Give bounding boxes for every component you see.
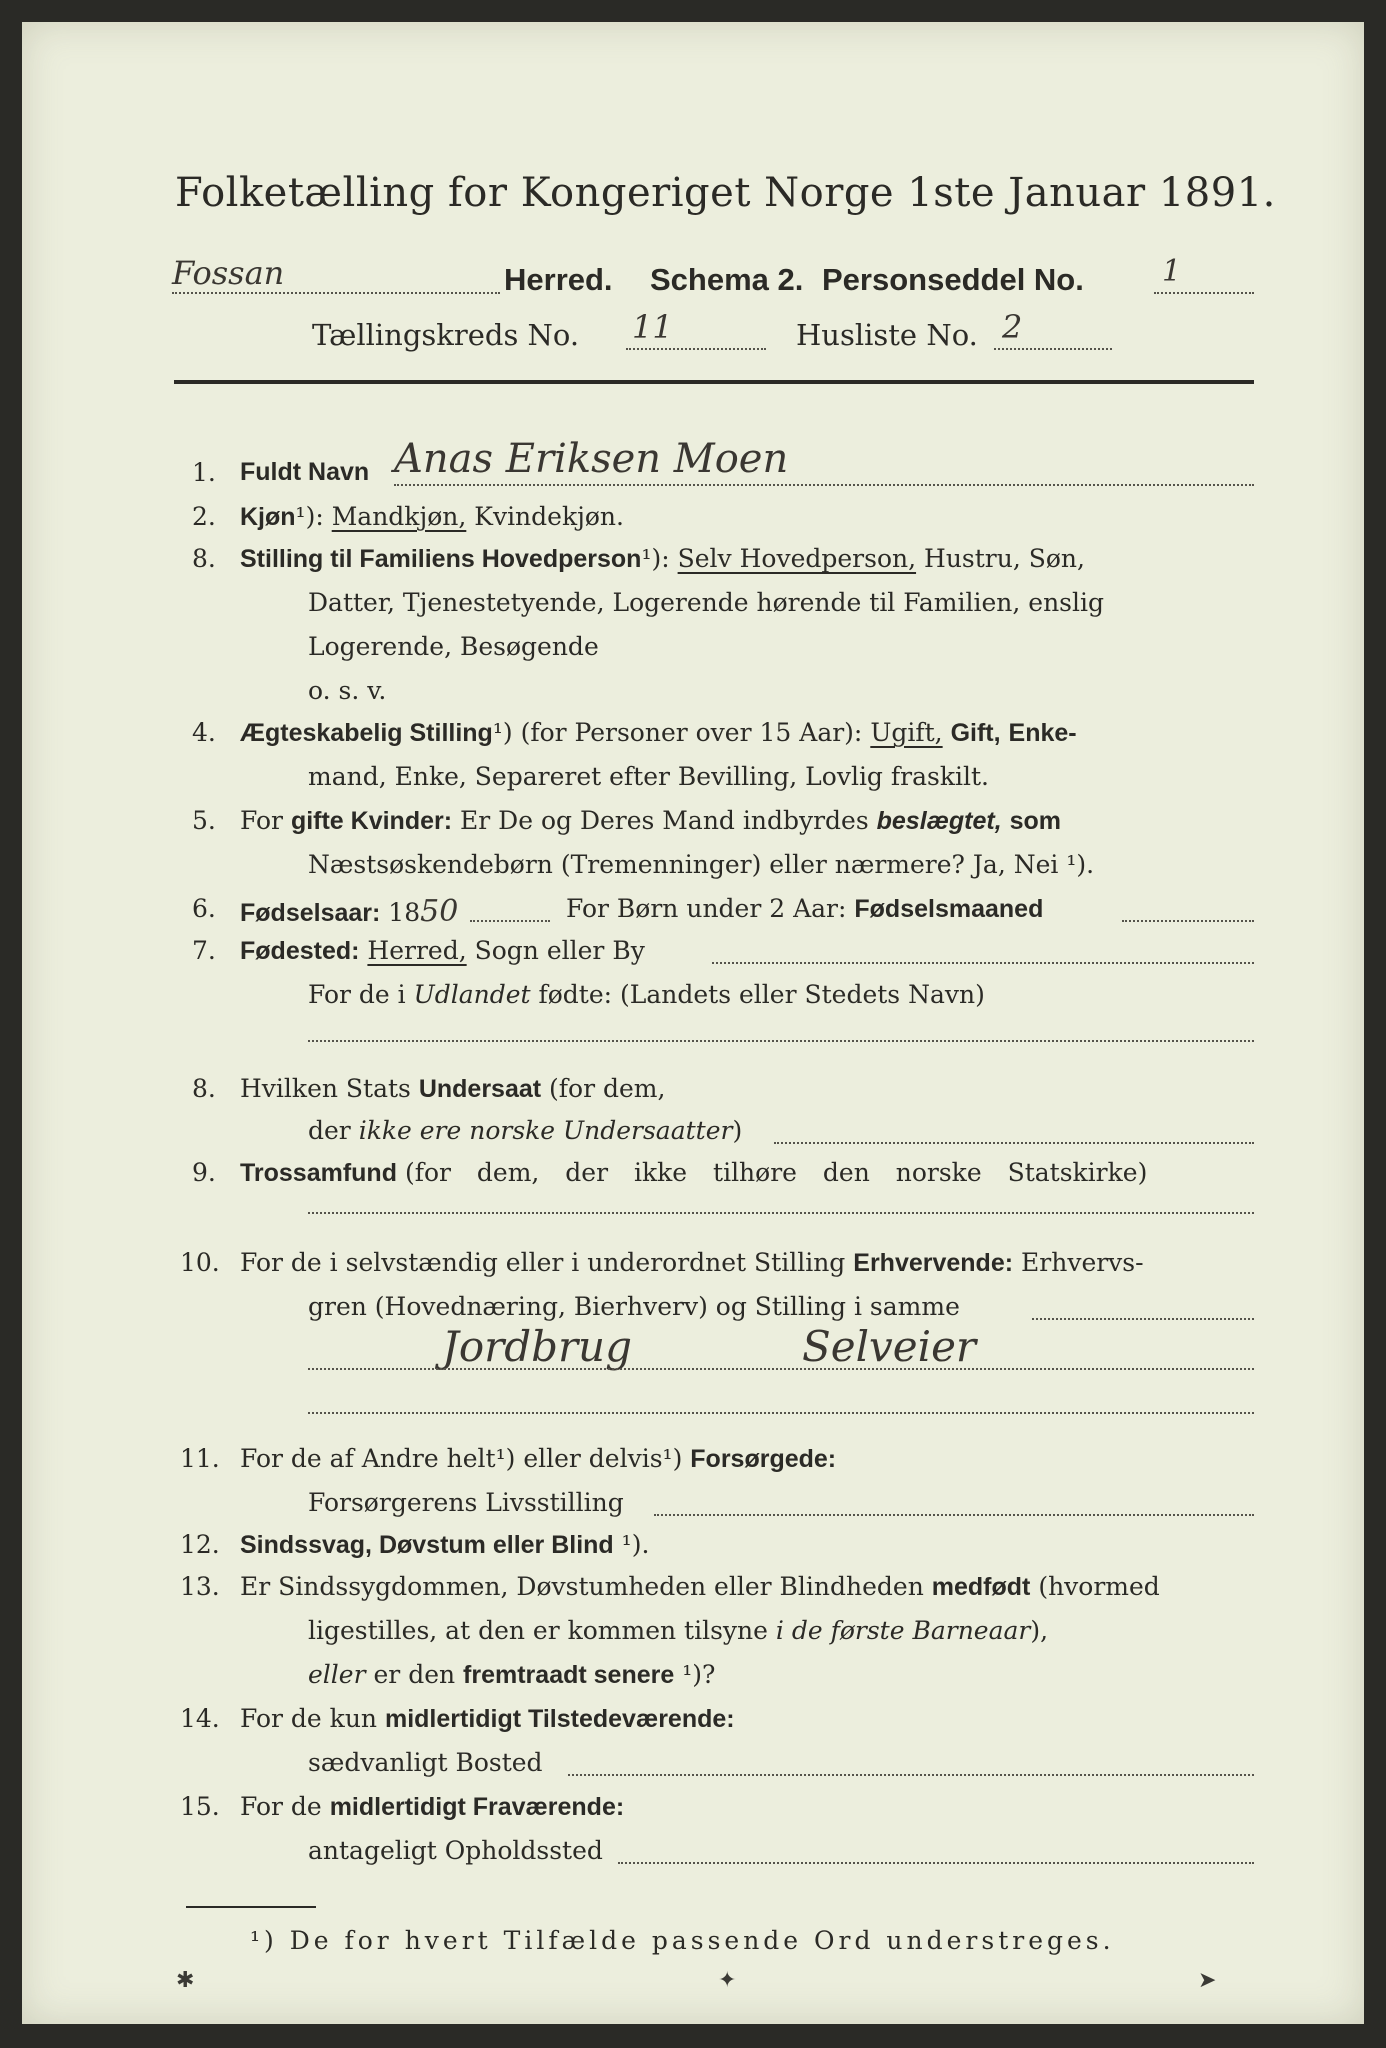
q13-line2c: ), (1030, 1616, 1049, 1645)
q2-sup: ¹): (295, 502, 324, 531)
q7-dotted-line (712, 962, 1254, 964)
q7-abroad-dotted-line (308, 1040, 1254, 1042)
q4-line2: mand, Enke, Separeret efter Bevilling, Lovlig fraskilt. (308, 762, 989, 791)
q2-number: 2. (192, 502, 216, 531)
q9-rest: (for dem, der ikke tilhøre den norske Statskirke) (404, 1158, 1148, 1187)
census-form-page (22, 22, 1364, 2024)
municipality-dotted-line (172, 292, 500, 294)
q8-dotted-line (774, 1142, 1254, 1144)
q4-option-ugift: Ugift, (870, 718, 943, 747)
q7-line2a: For de i (308, 980, 406, 1009)
q3-line2: Datter, Tjenestetyende, Logerende hørende til Familien, enslig (308, 588, 1105, 617)
q14-dotted-line (568, 1774, 1254, 1776)
kreds-label: Tællingskreds No. (312, 318, 580, 352)
q10-position-value: Selveier (802, 1322, 977, 1371)
q10-lead: For de i selvstændig eller i underordnet Stilling (240, 1248, 846, 1277)
q13-rest: (hvormed (1038, 1572, 1160, 1601)
q6-birth-year-value: 50 (420, 894, 459, 929)
q9-label: Trossamfund (240, 1159, 397, 1187)
q5-lead: For (240, 806, 283, 835)
q15-dotted-line (618, 1862, 1254, 1864)
q13-line2a: ligestilles, at den er kommen tilsyne (308, 1616, 768, 1645)
herred-label: Herred. (504, 262, 613, 297)
q5-som: som (1009, 807, 1062, 835)
q13-line3d: ¹)? (682, 1660, 716, 1689)
personseddel-no-value: 1 (1162, 254, 1182, 289)
municipality-value: Fossan (172, 254, 285, 292)
q11-number: 11. (180, 1444, 220, 1473)
q8-line2b: ikke ere norske Undersaatter (358, 1116, 733, 1145)
q11-sup2: ¹) (662, 1444, 683, 1473)
q12-number: 12. (180, 1530, 220, 1559)
q6-text: For Børn under 2 Aar: (566, 894, 847, 923)
q8-line2a: der (308, 1116, 351, 1145)
form-title: Folketælling for Kongeriget Norge 1ste Januar 1891. (175, 170, 1276, 216)
q8-number: 8. (192, 1074, 216, 1103)
q4-sup: ¹) (492, 718, 513, 747)
q5-number: 5. (192, 806, 216, 835)
q10-extra-dotted-line (308, 1412, 1254, 1414)
header-divider (174, 380, 1254, 384)
q1-number: 1. (192, 458, 216, 487)
q12-sup: ¹). (621, 1530, 650, 1559)
q3-line3: Logerende, Besøgende (308, 632, 599, 661)
q6-prefix: 18 (388, 898, 421, 927)
q7-number: 7. (192, 936, 216, 965)
q15-line2: antageligt Opholdssted (308, 1836, 603, 1865)
q1-dotted-line (394, 484, 1254, 486)
q4-number: 4. (192, 718, 216, 747)
q2-label: Kjøn (240, 503, 296, 531)
q14-lead: For de kun (240, 1704, 378, 1733)
q3-line4: o. s. v. (308, 676, 387, 705)
q3-option-selv-hovedperson: Selv Hovedperson, (677, 544, 917, 573)
q13-line2b: i de første Barneaar (775, 1616, 1031, 1645)
footnote: ¹) De for hvert Tilfælde passende Ord understreges. (250, 1926, 1115, 1955)
q6-year-dotted-line (470, 920, 550, 922)
q14-label: midlertidigt Tilstedeværende: (384, 1705, 735, 1733)
q10-number: 10. (180, 1248, 220, 1277)
q5-beslaegtet: beslægtet, (876, 807, 1002, 835)
corner-mark-center: ✦ (718, 1968, 737, 1993)
q13-label: medfødt (931, 1573, 1031, 1601)
q11-lead: For de af Andre helt (240, 1444, 496, 1473)
q3-line1-rest: Hustru, Søn, (924, 544, 1085, 573)
personseddel-label: Personseddel No. (822, 262, 1084, 297)
q2-option-mandkjon: Mandkjøn, (331, 502, 467, 531)
q11-dotted-line (654, 1514, 1254, 1516)
footnote-rule (186, 1906, 316, 1908)
q4-option-gift: Gift, (950, 719, 1001, 747)
q5-label: gifte Kvinder: (290, 807, 453, 835)
husliste-dotted-line (994, 348, 1112, 350)
q10-rest: Erhvervs- (1021, 1248, 1144, 1277)
q11-label: Forsørgede: (690, 1445, 837, 1473)
kreds-dotted-line (626, 348, 766, 350)
schema-label: Schema 2. (650, 262, 804, 297)
husliste-label: Husliste No. (796, 318, 978, 352)
q6-label: Fødselsaar: (240, 899, 381, 927)
q14-line2: sædvanligt Bosted (308, 1748, 543, 1777)
q10-label: Erhvervende: (853, 1249, 1014, 1277)
q4-option-enke: Enke- (1008, 719, 1077, 747)
q6-number: 6. (192, 894, 216, 923)
q10-occupation-value: Jordbrug (442, 1322, 632, 1371)
q13-line3b: er den (373, 1660, 456, 1689)
q3-label: Stilling til Familiens Hovedperson (240, 545, 642, 573)
q9-number: 9. (192, 1158, 216, 1187)
q15-label: midlertidigt Fraværende: (329, 1793, 625, 1821)
q9-dotted-line (308, 1212, 1254, 1214)
q11-sup1: ¹) (495, 1444, 516, 1473)
q4-paren: (for Personer over 15 Aar): (520, 718, 863, 747)
q8-rest: (for dem, (549, 1074, 666, 1103)
q8-label: Undersaat (418, 1075, 542, 1103)
q13-line3a: eller (308, 1660, 366, 1689)
q5-text1: Er De og Deres Mand indbyrdes (460, 806, 869, 835)
q14-number: 14. (180, 1704, 220, 1733)
q12-label: Sindssvag, Døvstum eller Blind (240, 1531, 614, 1559)
q2-option-kvindekjon: Kvindekjøn. (474, 502, 624, 531)
q6-month-dotted-line (1122, 920, 1254, 922)
q7-udlandet: Udlandet (413, 980, 531, 1009)
personseddel-dotted-line (1154, 292, 1254, 294)
q3-number: 8. (192, 544, 216, 573)
q13-lead: Er Sindssygdommen, Døvstumheden eller Blindheden (240, 1572, 924, 1601)
q10-line2: gren (Hovednæring, Bierhverv) og Stilling i samme (308, 1292, 960, 1321)
q8-lead: Hvilken Stats (240, 1074, 411, 1103)
q7-rest: Sogn eller By (474, 936, 645, 965)
q7-label: Fødested: (240, 937, 360, 965)
q15-number: 15. (180, 1792, 220, 1821)
q11-line2: Forsørgerens Livsstilling (308, 1488, 624, 1517)
q15-lead: For de (240, 1792, 322, 1821)
q7-option-herred: Herred, (367, 936, 467, 965)
q10-value-dotted-line (308, 1368, 1254, 1370)
husliste-no-value: 2 (1002, 308, 1023, 346)
q11-mid: eller delvis (523, 1444, 663, 1473)
q10-line2-dotted (1032, 1318, 1254, 1320)
corner-mark-right: ➤ (1198, 1968, 1217, 1993)
q8-line2c: ) (732, 1116, 743, 1145)
q7-line2b: fødte: (Landets eller Stedets Navn) (538, 980, 985, 1009)
corner-mark-left: ✱ (176, 1968, 195, 1993)
q1-full-name-value: Anas Eriksen Moen (394, 436, 789, 482)
q6-label2: Fødselsmaaned (854, 895, 1044, 923)
kreds-no-value: 11 (632, 308, 673, 346)
q13-number: 13. (180, 1572, 220, 1601)
q4-label: Ægteskabelig Stilling (240, 719, 493, 747)
q3-sup: ¹): (641, 544, 670, 573)
q1-label: Fuldt Navn (240, 458, 370, 486)
q13-line3c: fremtraadt senere (463, 1661, 675, 1689)
q5-line2: Næstsøskendebørn (Tremenninger) eller nærmere? Ja, Nei ¹). (308, 850, 1095, 879)
